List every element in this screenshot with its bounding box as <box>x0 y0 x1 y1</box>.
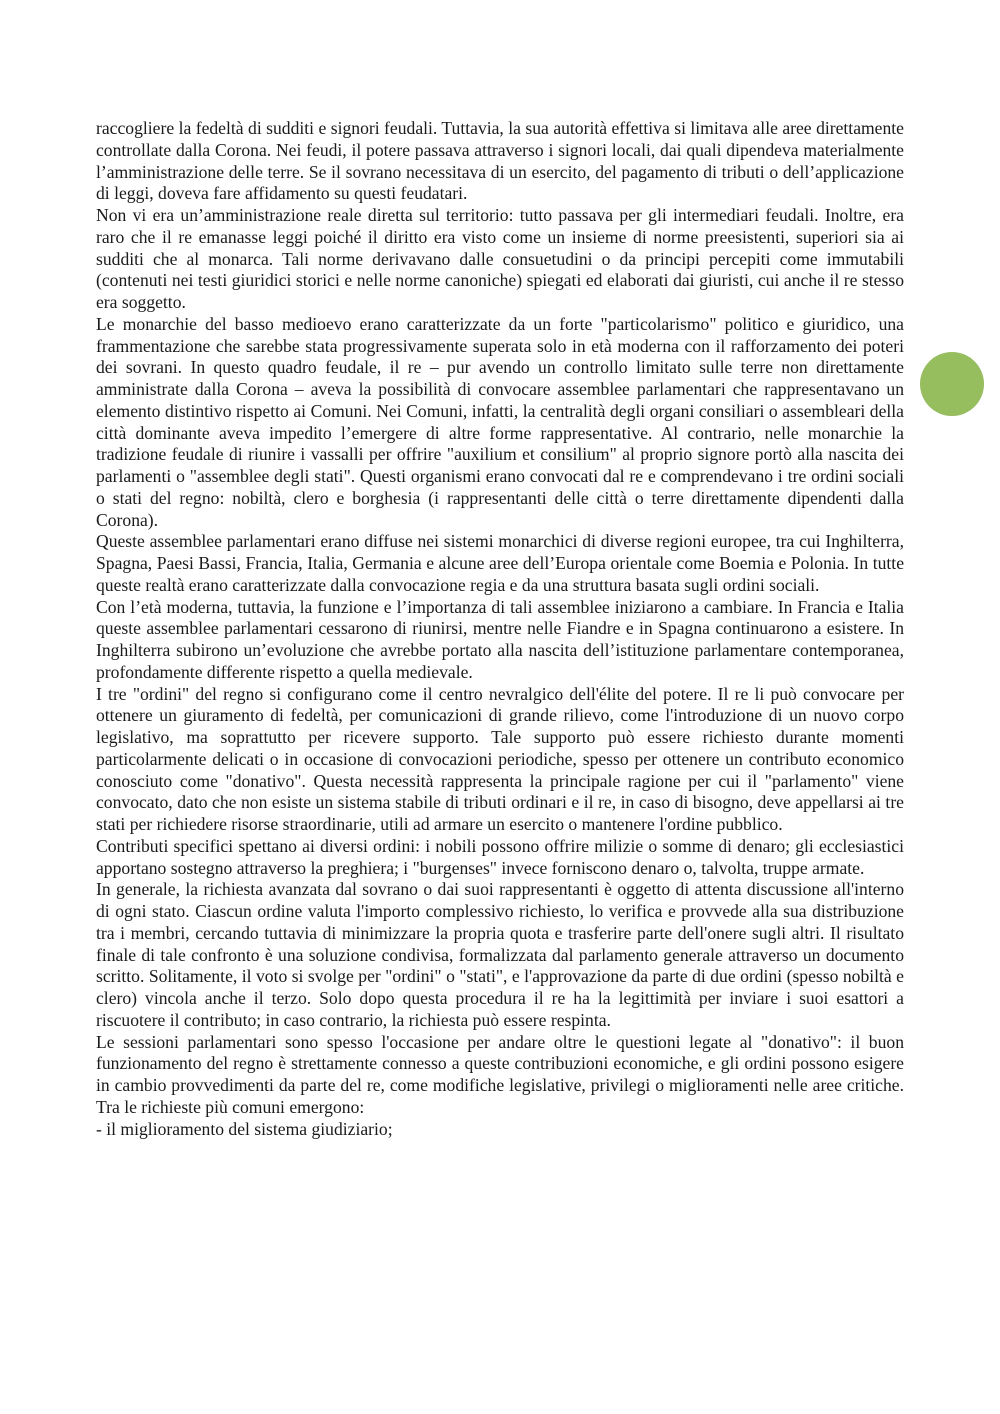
paragraph-7: Contributi specifici spettano ai diversi ordini: i nobili possono offrire milizie o somme di denaro; gli ecclesiastici apportano sostegno attraverso la preghiera; i "burgenses" invece forniscono denaro o, talvolta, truppe armate. <box>96 835 904 878</box>
paragraph-1: raccogliere la fedeltà di sudditi e signori feudali. Tuttavia, la sua autorità effettiva si limitava alle aree direttamente controllate dalla Corona. Nei feudi, il potere passava attraverso i signori locali, dai quali dipendeva materialmente l’amministrazione delle terre. Se il sovrano necessitava di un esercito, del pagamento di tributi o dell’applicazione di leggi, doveva fare affidamento su questi feudatari. <box>96 118 904 204</box>
paragraph-3: Le monarchie del basso medioevo erano caratterizzate da un forte "particolarismo" politico e giuridico, una frammentazione che sarebbe stata progressivamente superata solo in età moderna con il rafforzamento dei poteri dei sovrani. In questo quadro feudale, il re – pur avendo un controllo limitato sulle terre non direttamente amministrate dalla Corona – aveva la possibilità di convocare assemblee parlamentari che rappresentavano un elemento distintivo rispetto ai Comuni. Nei Comuni, infatti, la centralità degli organi consiliari o assembleari della città dominante aveva impedito l’emergere di altre forme rappresentative. Al contrario, nelle monarchie la tradizione feudale di riunire i vassalli per offrire "auxilium et consilium" al proprio signore portò alla nascita dei parlamenti o "assemblee degli stati". Questi organismi erano convocati dal re e comprendevano i tre ordini sociali o stati del regno: nobiltà, clero e borghesia (i rappresentanti delle città o terre direttamente dipendenti dalla Corona). <box>96 313 904 530</box>
list-item: - il miglioramento del sistema giudiziario; <box>96 1118 393 1139</box>
paragraph-4: Queste assemblee parlamentari erano diffuse nei sistemi monarchici di diverse regioni europee, tra cui Inghilterra, Spagna, Paesi Bassi, Francia, Italia, Germania e alcune aree dell’Europa orientale come Boemia e Polonia. In tutte queste realtà erano caratterizzate dalla convocazione regia e da una struttura basata sugli ordini sociali. <box>96 531 904 595</box>
paragraph-9: Le sessioni parlamentari sono spesso l'occasione per andare oltre le questioni legate al "donativo": il buon funzionamento del regno è strettamente connesso a queste contribuzioni economiche, e gli ordini possono esigere in cambio provvedimenti da parte del re, come modifiche legislative, privilegi o miglioramenti nelle aree critiche. Tra le richieste più comuni emergono: <box>96 1031 904 1117</box>
paragraph-5: Con l’età moderna, tuttavia, la funzione e l’importanza di tali assemblee iniziarono a cambiare. In Francia e Italia queste assemblee parlamentari cessarono di riunirsi, mentre nelle Fiandre e in Spagna continuarono a esistere. In Inghilterra subirono un’evoluzione che avrebbe portato alla nascita dell’istituzione parlamentare contemporanea, profondamente differente rispetto a quella medievale. <box>96 596 904 682</box>
paragraph-6: I tre "ordini" del regno si configurano come il centro nevralgico dell'élite del potere. Il re li può convocare per ottenere un giuramento di fedeltà, per comunicazioni di grande rilievo, come l'introduzione di un nuovo corpo legislativo, ma soprattutto per ricevere supporto. Tale supporto può essere richiesto durante momenti particolarmente delicati o in occasione di convocazioni periodiche, spesso per ottenere un contributo economico conosciuto come "donativo". Questa necessità rappresenta la principale ragione per cui il "parlamento" viene convocato, dato che non esiste un sistema stabile di tributi ordinari e il re, in caso di bisogno, deve appellarsi ai tre stati per richiedere risorse straordinarie, utili ad armare un esercito o mantenere l'ordine pubblico. <box>96 683 904 834</box>
document-body <box>96 118 904 1140</box>
paragraph-2: Non vi era un’amministrazione reale diretta sul territorio: tutto passava per gli intermediari feudali. Inoltre, era raro che il re emanasse leggi poiché il diritto era visto come un insieme di norme preesistenti, superiori sia ai sudditi che al monarca. Tali norme derivavano dalle consuetudini o da principi percepiti come immutabili (contenuti nei testi giuridici storici e nelle norme canoniche) spiegati ed elaborati dai giuristi, cui anche il re stesso era soggetto. <box>96 205 904 312</box>
green-circle-marker <box>920 352 984 416</box>
paragraph-8: In generale, la richiesta avanzata dal sovrano o dai suoi rappresentanti è oggetto di attenta discussione all'interno di ogni stato. Ciascun ordine valuta l'importo complessivo richiesto, lo verifica e provvede alla sua distribuzione tra i membri, cercando tuttavia di minimizzare la propria quota e trasferire parte dell'onere sugli altri. Il risultato finale di tale confronto è una soluzione condivisa, formalizzata dal parlamento generale attraverso un documento scritto. Solitamente, il voto si svolge per "ordini" o "stati", e l'approvazione da parte di due ordini (spesso nobiltà e clero) vincola anche il terzo. Solo dopo questa procedura il re ha la legittimità per inviare i suoi esattori a riscuotere il contributo; in caso contrario, la richiesta può essere respinta. <box>96 879 904 1030</box>
